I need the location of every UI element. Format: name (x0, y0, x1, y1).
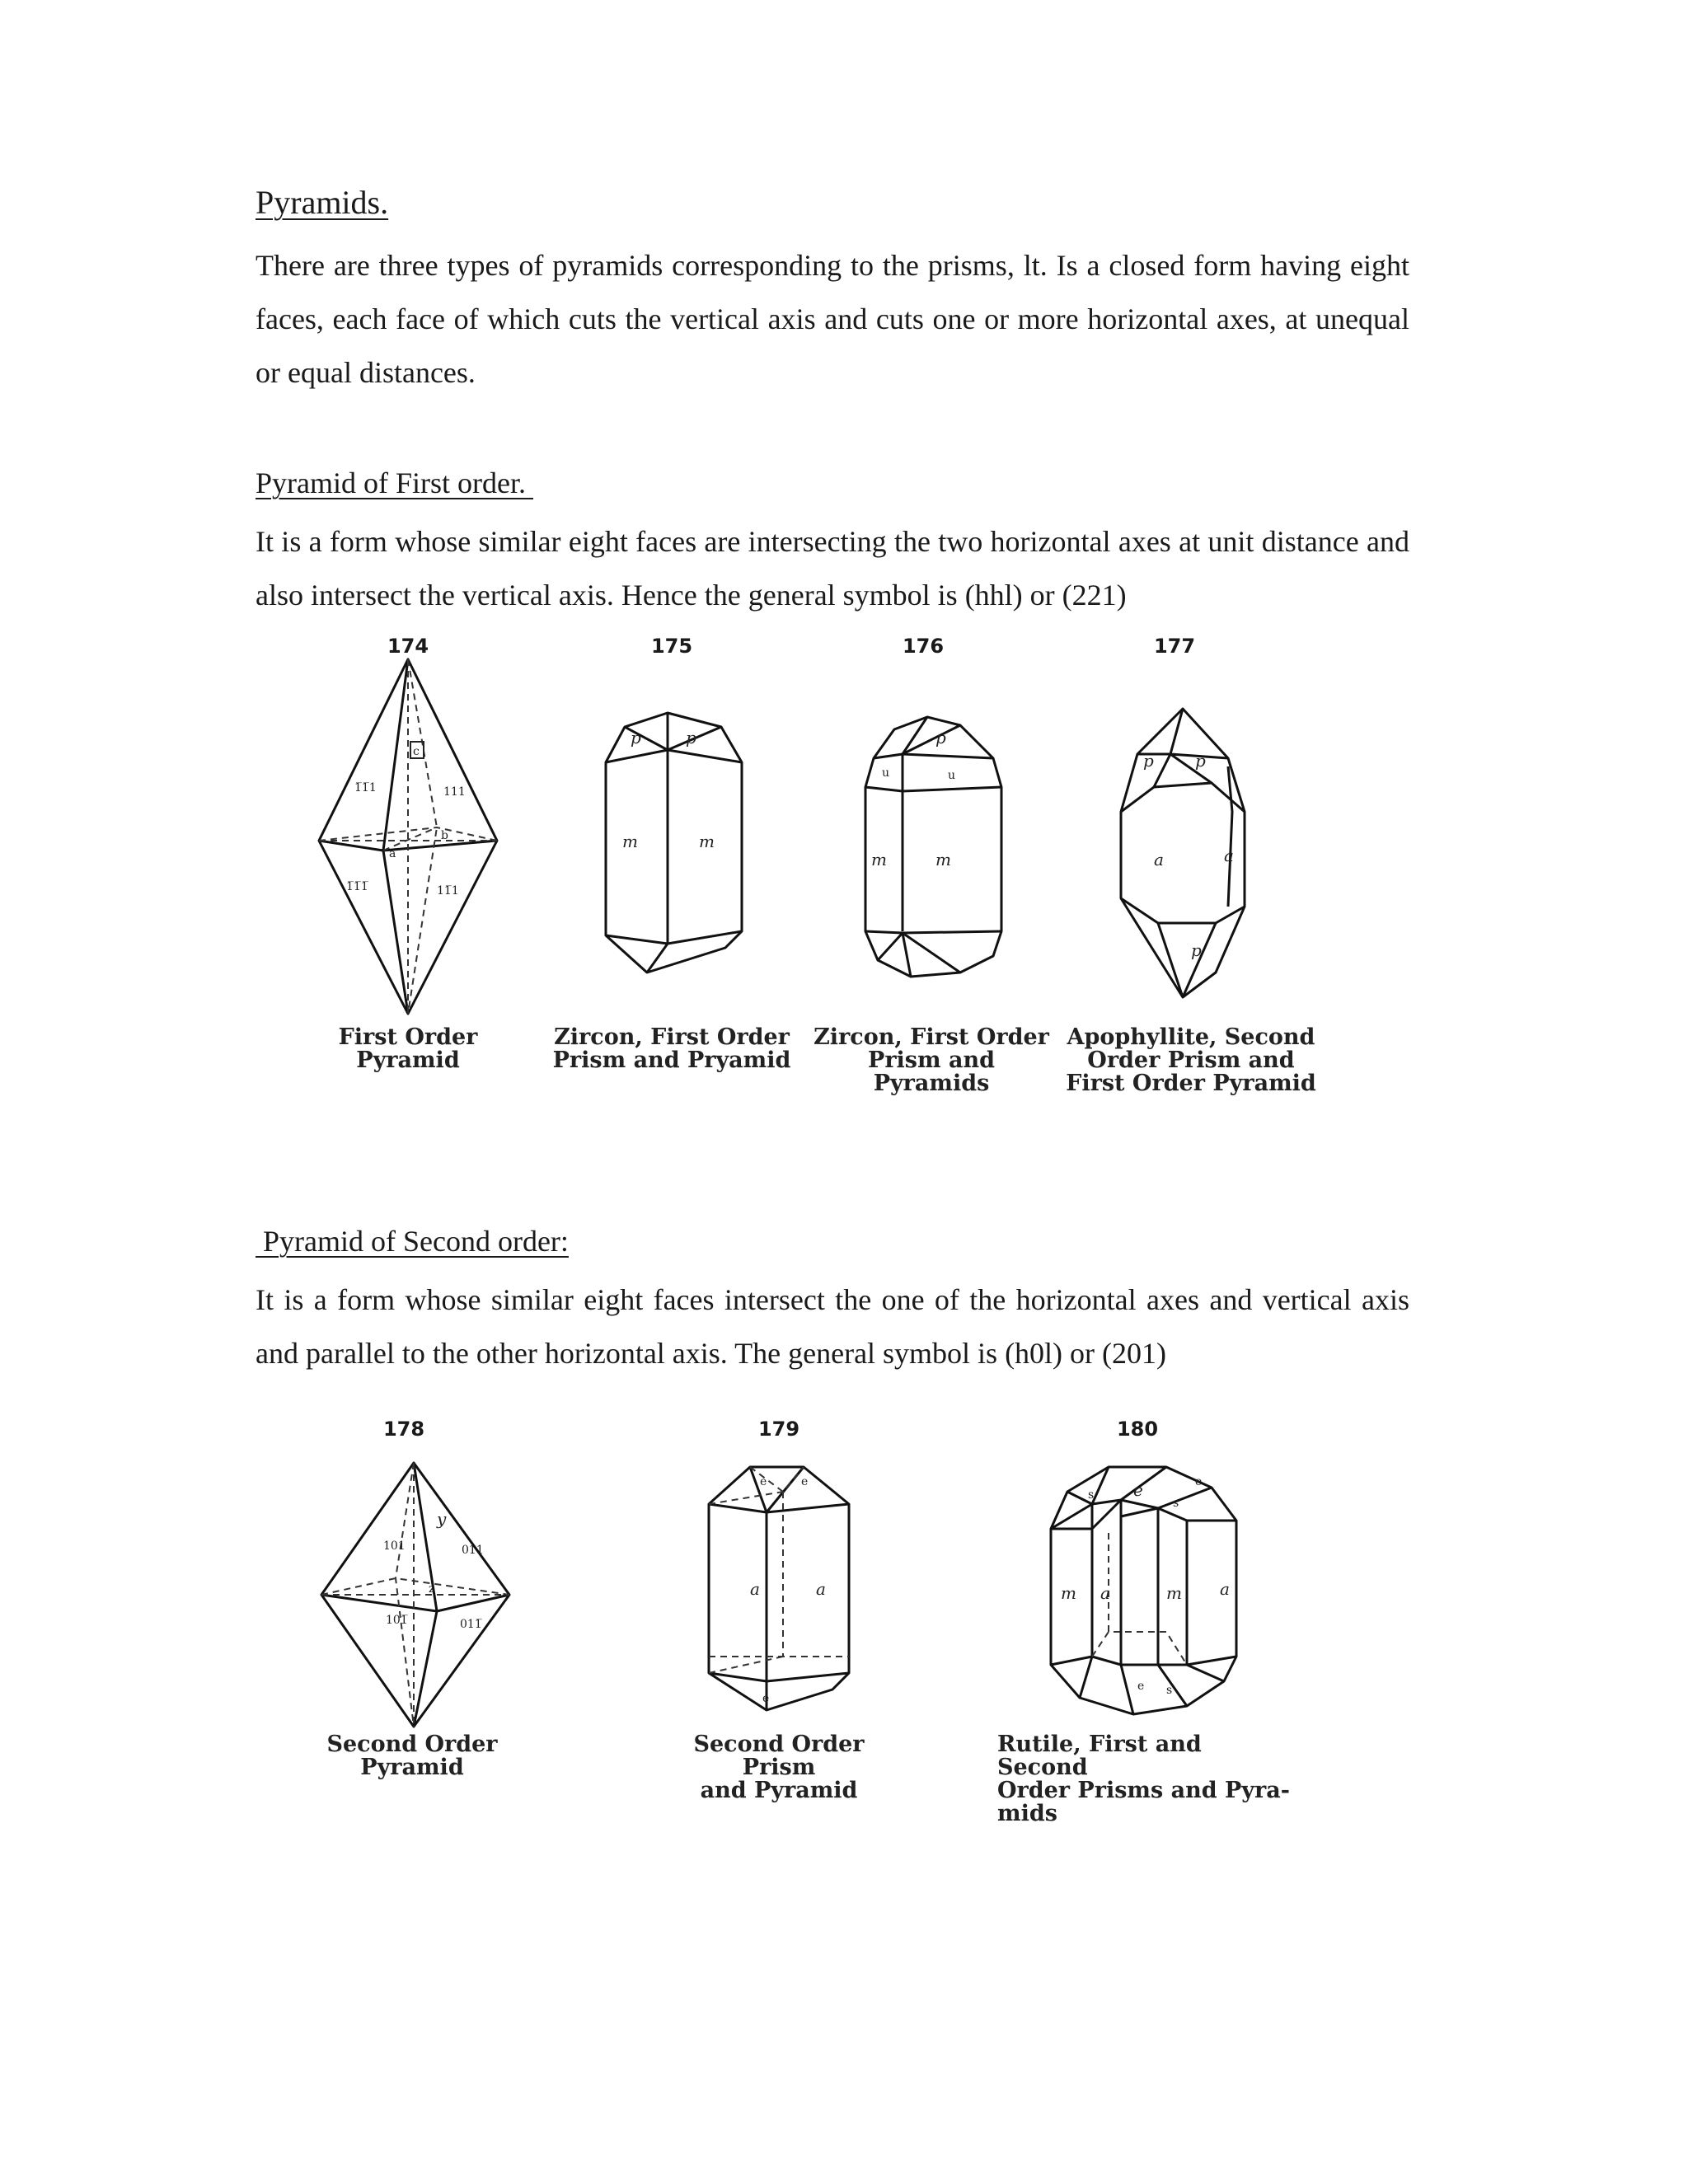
crystal-drawing (313, 1459, 519, 1731)
face-label: s (1173, 1497, 1179, 1510)
intro-paragraph: There are three types of pyramids corresponding to the prisms, lt. Is a closed form having eight faces, each face of which cuts the vertical axis and cuts one or more horizontal axes, at unequal or equal distances. (256, 249, 1409, 389)
figure-caption: Apophyllite, Second Order Prism and First Order Pyramid (1066, 1024, 1316, 1096)
figure-177-apophyllite (1109, 705, 1257, 1014)
face-label: m (1166, 1583, 1182, 1603)
figure-number: 175 (650, 635, 693, 658)
second-order-heading: Pyramid of Second order: (256, 1225, 569, 1258)
face-label: 111 (443, 785, 466, 799)
face-label: u (882, 766, 890, 780)
figure-174-first-order-pyramid (305, 651, 511, 1034)
face-label: p (686, 728, 696, 748)
face-label: s (1088, 1488, 1095, 1502)
face-label: 011 (462, 1544, 484, 1557)
face-label: e (1133, 1480, 1143, 1500)
figure-caption: Zircon, First Order Prism and Pryamid (552, 1024, 791, 1073)
figure-179-second-order-prism-pyramid (701, 1459, 857, 1727)
figure-caption: Zircon, First Order Prism and Pyramids (814, 1024, 1049, 1096)
face-label: a (1100, 1583, 1110, 1603)
figure-caption: Second Order Pyramid (326, 1732, 498, 1780)
face-label: u (948, 769, 956, 782)
face-label: 011̅ (460, 1618, 482, 1631)
crystal-drawing (853, 709, 1010, 985)
face-label: m (935, 850, 951, 869)
face-label: 101 (383, 1540, 406, 1553)
crystal-drawing (701, 1459, 857, 1722)
face-label: p (1191, 940, 1202, 960)
face-label: a (750, 1579, 760, 1599)
second-order-paragraph: It is a form whose similar eight faces intersect the one of the horizontal axes and vertical axis and parallel to the other horizontal axis. The general symbol is (h0l) or (201) (256, 1283, 1409, 1370)
face-label: s (1166, 1684, 1173, 1697)
face-label: a (1220, 1579, 1230, 1599)
face-label: e (762, 1692, 770, 1705)
first-order-paragraph: It is a form whose similar eight faces are intersecting the two horizontal axes at unit distance and also intersect the vertical axis. Hence the general symbol is (hhl) or (221) (256, 525, 1409, 612)
face-label: e (1137, 1680, 1145, 1693)
face-label: 1̅1̅1 (354, 781, 377, 794)
figure-number: 176 (902, 635, 945, 658)
section-heading: Pyramids. (256, 184, 389, 221)
face-label: a (816, 1579, 826, 1599)
figure-180-rutile (1043, 1459, 1249, 1727)
axis-label: z (429, 1582, 435, 1596)
face-label: a (1224, 846, 1234, 865)
face-label: e (760, 1475, 767, 1488)
figure-number: 177 (1153, 635, 1196, 658)
face-label: c (413, 745, 420, 758)
crystal-drawing (1109, 705, 1257, 1010)
face-label: p (1143, 751, 1154, 771)
face-label: e (1195, 1475, 1203, 1488)
face-label: m (622, 832, 638, 851)
axis-label: a (389, 847, 396, 860)
figure-number: 174 (387, 635, 429, 658)
figure-178-second-order-pyramid (313, 1459, 519, 1735)
face-label: p (935, 728, 946, 748)
crystal-drawing (305, 651, 511, 1030)
crystal-drawing (1043, 1459, 1249, 1722)
face-label: a (1154, 850, 1164, 869)
crystal-drawing (593, 709, 750, 981)
figure-number: 178 (382, 1418, 425, 1441)
face-label: e (801, 1475, 809, 1488)
first-order-heading: Pyramid of First order. (256, 466, 533, 499)
figure-number: 179 (757, 1418, 800, 1441)
figure-176-zircon-prism-pyramids (853, 709, 1010, 989)
figure-caption: Second Order Prism and Pyramid (693, 1732, 865, 1803)
face-label: 101̅ (386, 1614, 408, 1627)
face-label: 11̅1 (437, 884, 459, 898)
figure-number: 180 (1116, 1418, 1159, 1441)
figure-175-zircon-prism-pyramid (593, 709, 750, 985)
face-label: p (1195, 751, 1206, 771)
face-label: p (631, 728, 641, 748)
axis-label: b (441, 829, 448, 842)
figure-caption: First Order Pyramid (338, 1024, 478, 1073)
face-label: m (699, 832, 715, 851)
figure-caption: Rutile, First and Second Order Prisms and Pyra- mids (997, 1732, 1290, 1826)
face-label: m (1061, 1583, 1076, 1603)
face-label: 1̅1̅1̅ (346, 880, 368, 893)
face-label: m (871, 850, 887, 869)
axis-label: y (437, 1509, 447, 1529)
